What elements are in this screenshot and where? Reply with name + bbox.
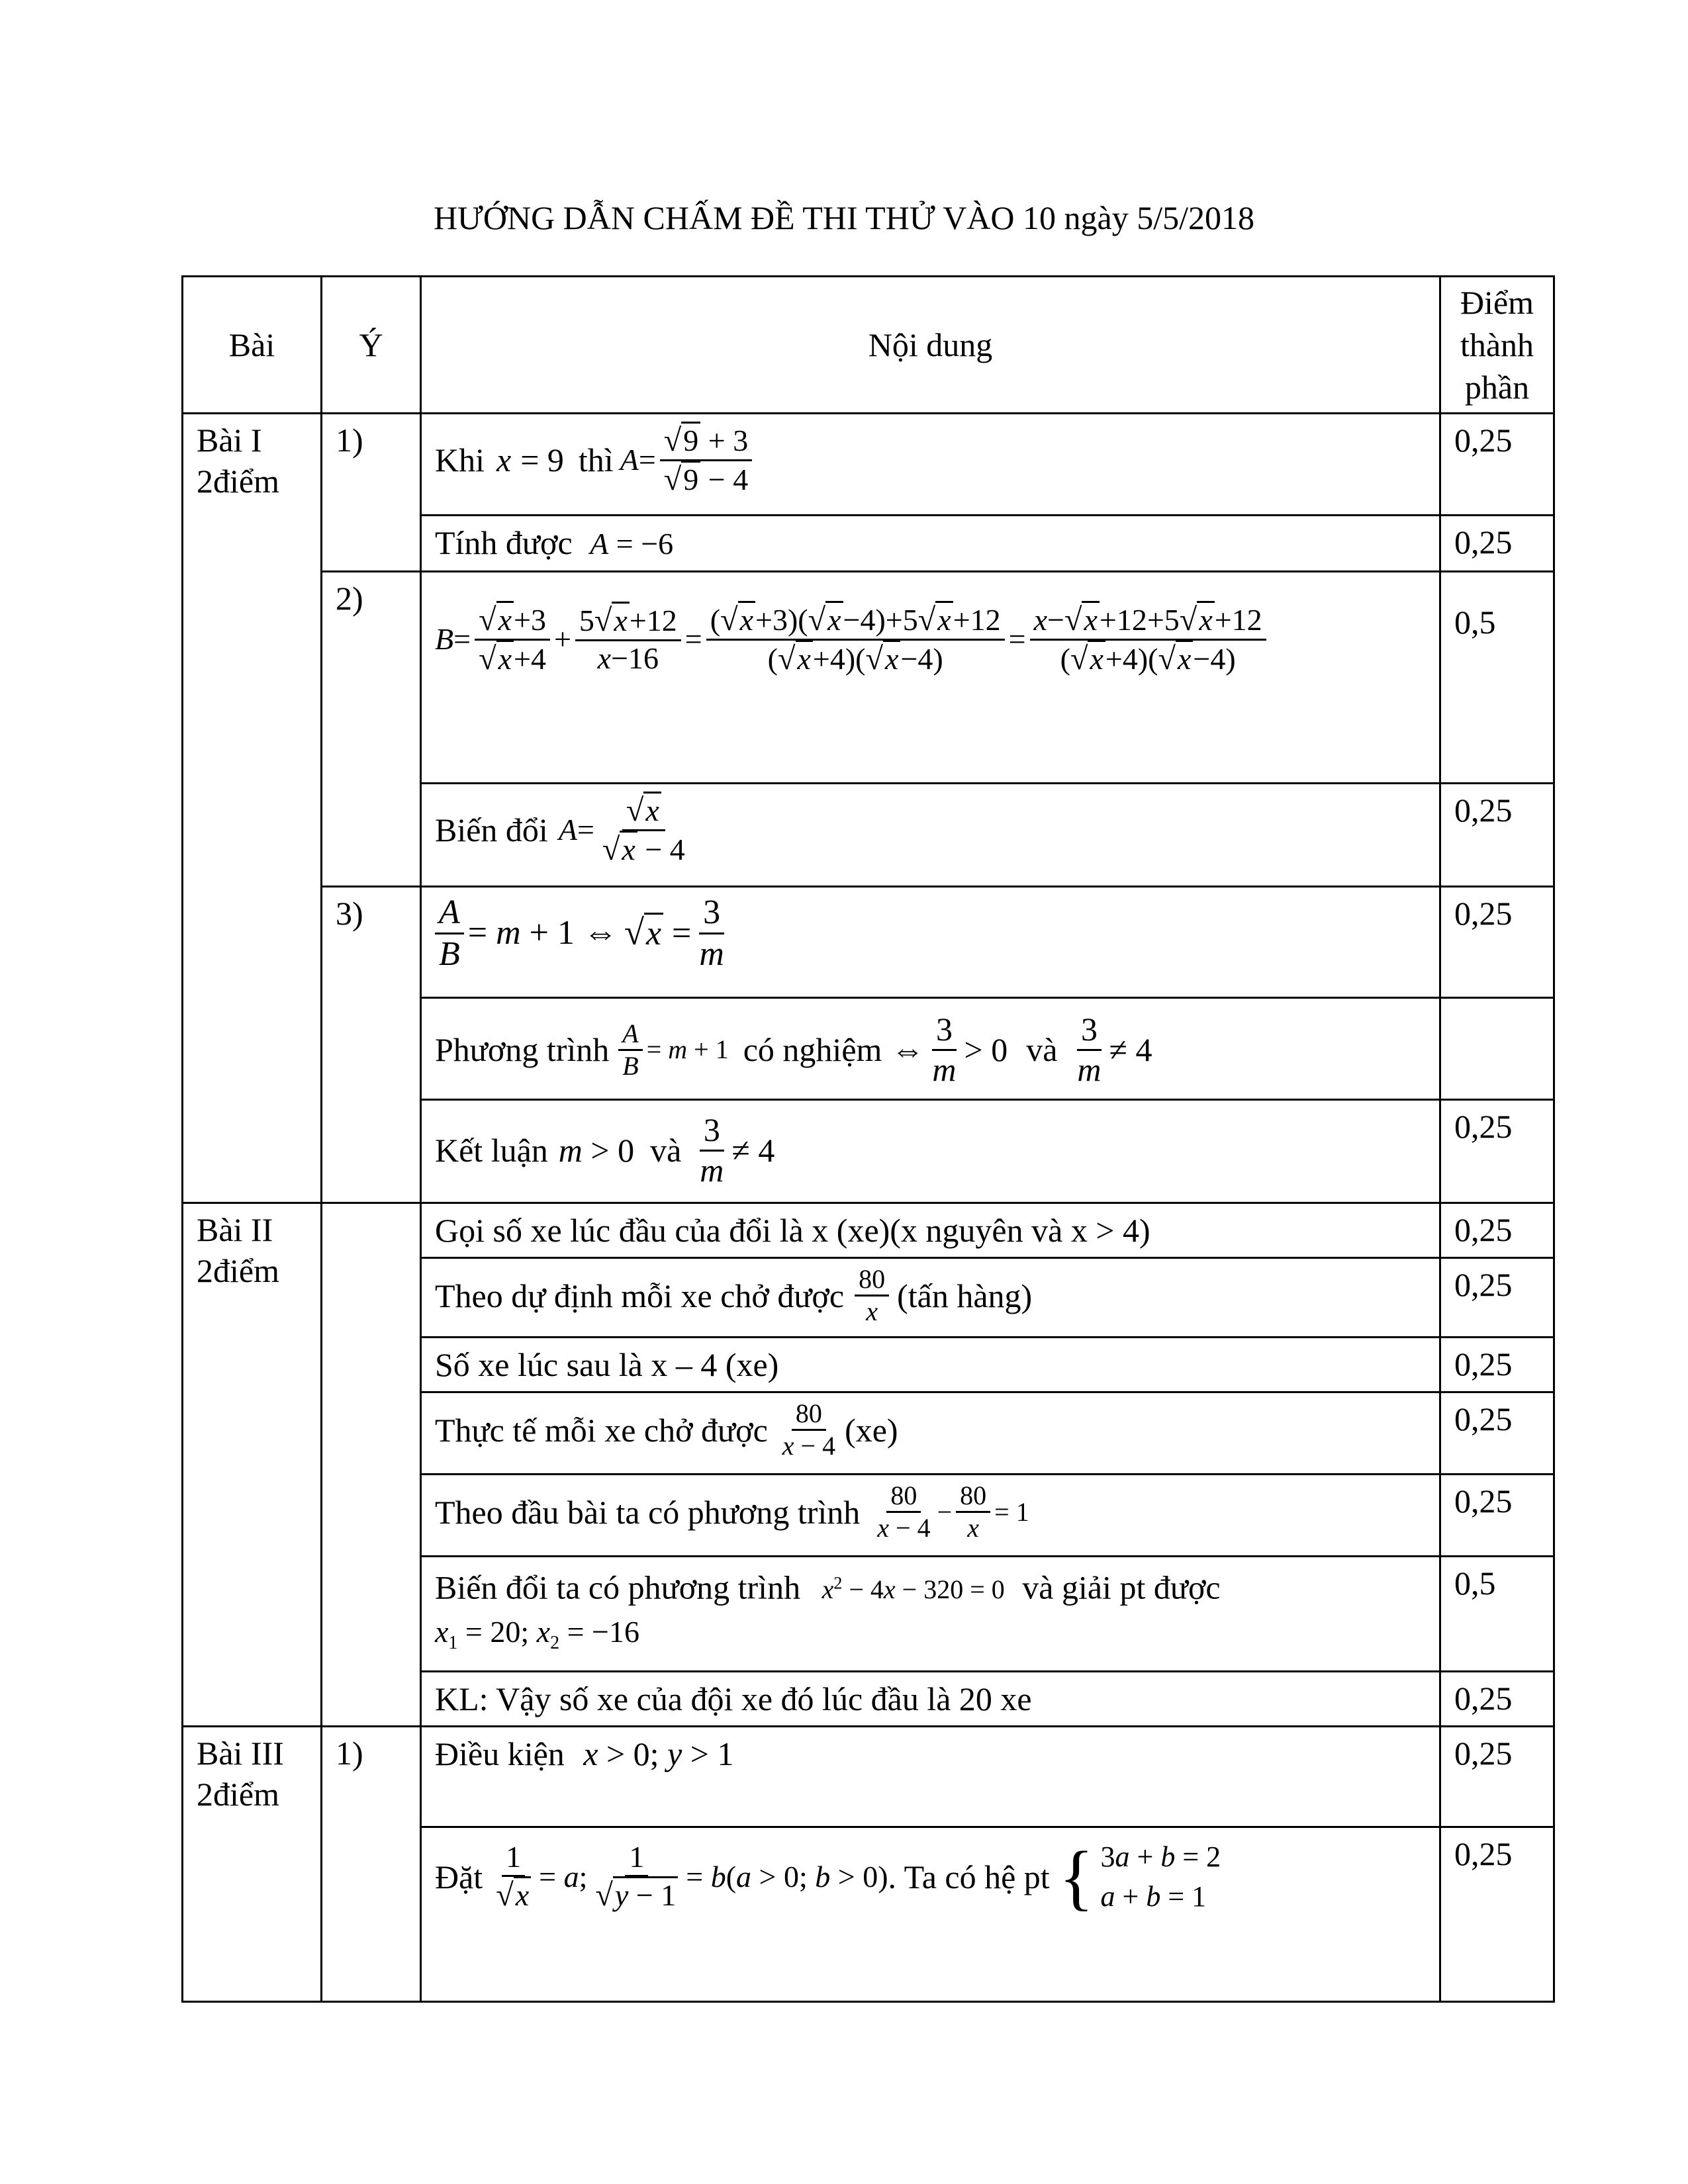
math-expression: = 1 <box>994 1496 1029 1527</box>
grading-table <box>181 275 1555 2003</box>
fraction: $\frac{x-√x+12+5√x+12}{(√x+4)(√x-4)}$ <box>1030 602 1266 677</box>
math-expression: = <box>638 443 656 477</box>
math-expression: = b(a > 0; b > 0) <box>686 1859 888 1893</box>
table-row <box>183 1203 1554 1258</box>
header-noidung: Nội dung <box>421 277 1440 414</box>
score-cell: 0,25 <box>1440 1100 1554 1203</box>
bai-2-cell <box>183 1203 322 1727</box>
bai-3-points: 2điểm <box>197 1775 279 1813</box>
row-text: (xe) <box>845 1411 898 1449</box>
row-text: Điều kiện <box>435 1735 565 1772</box>
score-cell: 0,25 <box>1440 1827 1554 2001</box>
fraction: $\frac{A}{B}$ <box>435 893 464 974</box>
text-thi: thì <box>578 441 614 479</box>
bai-1-y2: 2) <box>322 572 421 887</box>
content-cell <box>421 1392 1440 1475</box>
math-expression: = <box>1008 622 1026 657</box>
table-row <box>183 572 1554 784</box>
fraction: $\frac{3}{m}$ <box>699 893 724 973</box>
header-diem <box>1440 277 1554 414</box>
math-expression: − <box>937 1496 953 1527</box>
score-cell: 0,25 <box>1440 1475 1554 1557</box>
fraction: $\frac{80}{x - 4}$ <box>877 1480 931 1543</box>
math-expression: = a; <box>539 1859 588 1893</box>
fraction: $\frac{3}{m}$ <box>1077 1011 1102 1088</box>
text-khi: Khi <box>435 441 485 479</box>
row-text: Biến đổi ta có phương trình <box>435 1569 801 1606</box>
score-cell <box>1440 998 1554 1100</box>
math-expression: ≠ 4 <box>731 1132 775 1169</box>
score-cell: 0,25 <box>1440 516 1554 572</box>
math-expression: m > 0 <box>558 1132 635 1169</box>
content-cell <box>421 516 1440 572</box>
fraction: $\frac{3}{m}$ <box>932 1011 957 1088</box>
content-cell <box>421 1827 1440 2001</box>
row-text: Tính được <box>435 524 573 561</box>
score-cell: 0,25 <box>1440 1338 1554 1392</box>
header-diem-line3: phần <box>1464 369 1530 406</box>
fraction: $\frac{80}{x}$ <box>956 1480 990 1543</box>
content-cell <box>421 1258 1440 1338</box>
score-cell: 0,25 <box>1440 1392 1554 1475</box>
header-diem-line1: Điểm <box>1460 284 1534 321</box>
math-expression: $x^2 - 4x - 320 = 0$ <box>821 1574 1005 1605</box>
row-text: Theo dự định mỗi xe chở được <box>435 1277 845 1314</box>
fraction: $\frac{3}{m}$ <box>700 1111 724 1189</box>
bai-3-cell <box>183 1726 322 2001</box>
fraction: $\frac{A}{B}$ <box>618 1019 642 1081</box>
content-cell <box>421 1557 1440 1672</box>
score-cell: 0,25 <box>1440 1671 1554 1726</box>
content-cell <box>421 414 1440 516</box>
header-row <box>183 277 1554 414</box>
content-cell <box>421 1100 1440 1203</box>
math-expression: = 9 <box>520 441 564 479</box>
fraction: $\frac{√9 + 3}{√9 - 4}$ <box>660 422 752 498</box>
content-cell <box>421 784 1440 887</box>
page-title: HƯỚNG DẪN CHẤM ĐỀ THI THỬ VÀO 10 ngày 5/5/2018 <box>433 199 1255 236</box>
fraction: $\frac{80}{x}$ <box>855 1264 889 1327</box>
row-text: (tấn hàng) <box>897 1277 1033 1314</box>
fraction: $\frac{1}{√x}$ <box>492 1840 535 1913</box>
bai-1-points: 2điểm <box>197 463 279 500</box>
row-text: Phương trình <box>435 1031 610 1068</box>
row-text: . Ta có hệ pt <box>888 1858 1050 1895</box>
math-expression: ≠ 4 <box>1109 1031 1152 1068</box>
math-expression: B <box>435 622 454 657</box>
score-cell: 0,25 <box>1440 414 1554 516</box>
table-row <box>183 1726 1554 1827</box>
score-cell: 0,25 <box>1440 784 1554 887</box>
brace-icon: { <box>1058 1836 1094 1917</box>
header-diem-line2: thành <box>1460 326 1534 363</box>
bai-3-y1: 1) <box>322 1726 421 2001</box>
row-text: và <box>1026 1031 1058 1068</box>
bai-3-label: Bài III <box>197 1734 284 1772</box>
content-cell <box>421 1475 1440 1557</box>
bai-2-points: 2điểm <box>197 1252 279 1289</box>
score-cell: 0,5 <box>1440 572 1554 784</box>
row-text: Đặt <box>435 1858 483 1895</box>
math-expression: a + b = 1 <box>1100 1880 1207 1913</box>
content-cell: Gọi số xe lúc đầu của đổi là x (xe)(x nguyên và x > 4) <box>421 1203 1440 1258</box>
bai-1-y1: 1) <box>322 414 421 572</box>
math-expression: ⇔ <box>891 1031 925 1068</box>
math-expression: = m + 1 <box>646 1034 729 1064</box>
fraction: $\frac{80}{x - 4}$ <box>782 1398 836 1461</box>
math-expression: A <box>590 527 609 561</box>
math-expression: = <box>684 622 702 657</box>
equation-system <box>1059 1837 1221 1917</box>
bai-1-y3: 3) <box>322 887 421 1203</box>
bai-2-y <box>322 1203 421 1727</box>
math-expression: A <box>558 813 577 847</box>
bai-2-label: Bài II <box>197 1211 273 1248</box>
row-text: và <box>650 1132 682 1169</box>
header-y: Ý <box>322 277 421 414</box>
math-expression: $x_1 = 20$; $x_2 = -16$ <box>435 1615 639 1654</box>
content-cell <box>421 572 1440 784</box>
row-text: Kết luận <box>435 1132 548 1169</box>
fraction: $\frac{5√x+12}{x-16}$ <box>575 602 681 676</box>
row-text: Biến đổi <box>435 811 548 849</box>
score-cell: 0,25 <box>1440 1258 1554 1338</box>
fraction: $\frac{√x}{√x - 4}$ <box>602 793 685 867</box>
math-expression: √x = <box>624 912 692 953</box>
table-row <box>183 887 1554 998</box>
math-expression: = <box>453 622 471 657</box>
content-cell: Số xe lúc sau là x – 4 (xe) <box>421 1338 1440 1392</box>
row-text: và giải pt được <box>1022 1569 1221 1606</box>
score-cell: 0,25 <box>1440 1726 1554 1827</box>
math-expression: A <box>620 443 639 477</box>
score-cell: 0,25 <box>1440 1203 1554 1258</box>
math-expression: > 0 <box>964 1031 1008 1068</box>
math-expression: = −6 <box>608 527 674 561</box>
math-expression: = <box>577 813 594 847</box>
content-cell <box>421 887 1440 998</box>
bai-1-cell <box>183 414 322 1203</box>
table-row <box>183 414 1554 516</box>
bai-1-label: Bài I <box>197 422 262 459</box>
math-expression: + <box>553 622 571 657</box>
math-expression: = m + 1 ⇔ <box>467 914 618 952</box>
fraction: $\frac{1}{√y - 1}$ <box>591 1840 682 1913</box>
header-bai: Bài <box>183 277 322 414</box>
row-text: có nghiệm <box>743 1031 882 1068</box>
math-expression: x <box>496 441 512 479</box>
fraction: $\frac{√x+3}{√x+4}$ <box>475 602 550 677</box>
score-cell: 0,25 <box>1440 887 1554 998</box>
score-cell: 0,5 <box>1440 1557 1554 1672</box>
row-text: Theo đầu bài ta có phương trình <box>435 1493 861 1531</box>
content-cell: KL: Vậy số xe của đội xe đó lúc đầu là 20 xe <box>421 1671 1440 1726</box>
math-expression: x > 0; y > 1 <box>583 1735 734 1772</box>
fraction: $\frac{(√x+3)(√x-4)+5√x+12}{(√x+4)(√x-4)}$ <box>706 602 1005 677</box>
content-cell <box>421 1726 1440 1827</box>
math-expression: 3a + b = 2 <box>1100 1840 1221 1873</box>
row-text: Thực tế mỗi xe chở được <box>435 1411 768 1449</box>
content-cell <box>421 998 1440 1100</box>
